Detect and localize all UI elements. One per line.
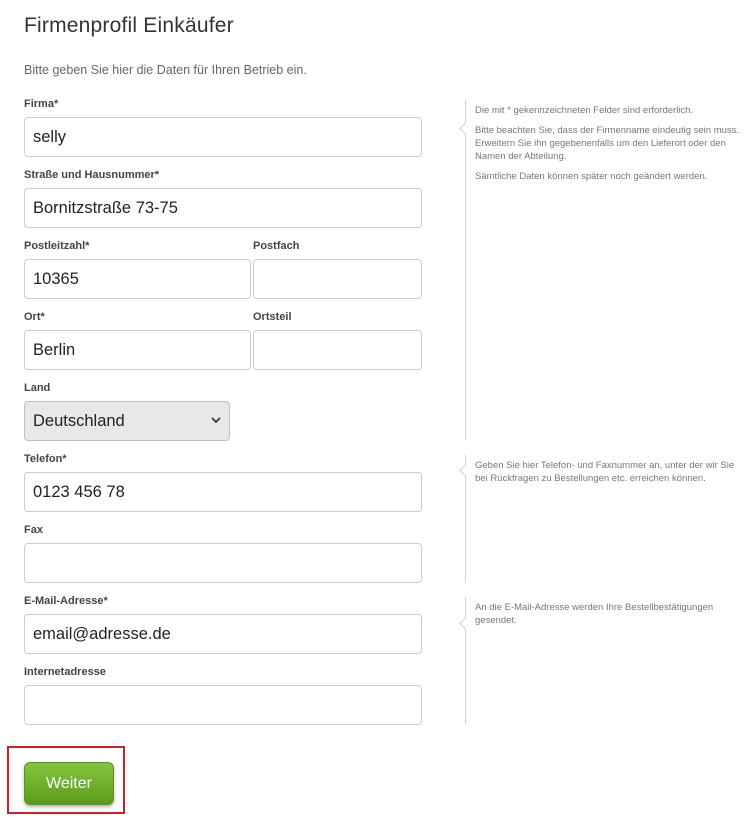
postfach-input[interactable] <box>253 259 422 299</box>
help-required-note: Die mit * gekennzeichneten Felder sind erforderlich. <box>475 105 694 116</box>
firma-label: Firma* <box>24 98 59 110</box>
help-block-2 <box>475 459 745 492</box>
internet-input[interactable] <box>24 685 422 725</box>
firma-input[interactable]: selly <box>24 117 422 157</box>
ort-input[interactable]: Berlin <box>24 330 251 370</box>
fax-label: Fax <box>24 524 43 536</box>
page-title: Firmenprofil Einkäufer <box>24 14 234 37</box>
land-select-value: Deutschland <box>33 411 125 430</box>
ort-label: Ort* <box>24 311 45 323</box>
ortsteil-label: Ortsteil <box>253 311 292 323</box>
strasse-input[interactable]: Bornitzstraße 73-75 <box>24 188 422 228</box>
internet-label: Internetadresse <box>24 666 106 678</box>
help-divider-1 <box>465 100 466 440</box>
strasse-label: Straße und Hausnummer* <box>24 169 160 181</box>
help-pointer-1 <box>459 122 472 135</box>
land-label: Land <box>24 382 51 394</box>
help-pointer-3 <box>459 617 472 630</box>
help-phone-note: Geben Sie hier Telefon- und Faxnummer an, unter der wir Sie bei Rückfragen zu Bestellungen etc. erreichen können. <box>475 460 735 484</box>
help-block-3 <box>475 601 745 634</box>
weiter-button[interactable]: Weiter <box>24 762 114 805</box>
land-select[interactable] <box>24 401 230 441</box>
help-block-1 <box>475 104 745 190</box>
intro-text: Bitte geben Sie hier die Daten für Ihren Betrieb ein. <box>24 63 307 77</box>
postfach-label: Postfach <box>253 240 300 252</box>
telefon-input[interactable]: 0123 456 78 <box>24 472 422 512</box>
chevron-down-icon <box>211 416 221 427</box>
email-input[interactable]: email@adresse.de <box>24 614 422 654</box>
help-editable-note: Sämtliche Daten können später noch geändert werden. <box>475 171 708 182</box>
help-pointer-2 <box>459 464 472 477</box>
telefon-label: Telefon* <box>24 453 67 465</box>
plz-label: Postleitzahl* <box>24 240 90 252</box>
ortsteil-input[interactable] <box>253 330 422 370</box>
help-firmname-note: Bitte beachten Sie, dass der Firmenname eindeutig sein muss. Erweitern Sie ihn gegebenenfalls um den Lieferort oder den Namen der Abteilung. <box>475 125 740 162</box>
email-label: E-Mail-Adresse* <box>24 595 108 607</box>
plz-input[interactable]: 10365 <box>24 259 251 299</box>
help-email-note: An die E-Mail-Adresse werden Ihre Bestellbestätigungen gesendet. <box>475 602 714 626</box>
fax-input[interactable] <box>24 543 422 583</box>
